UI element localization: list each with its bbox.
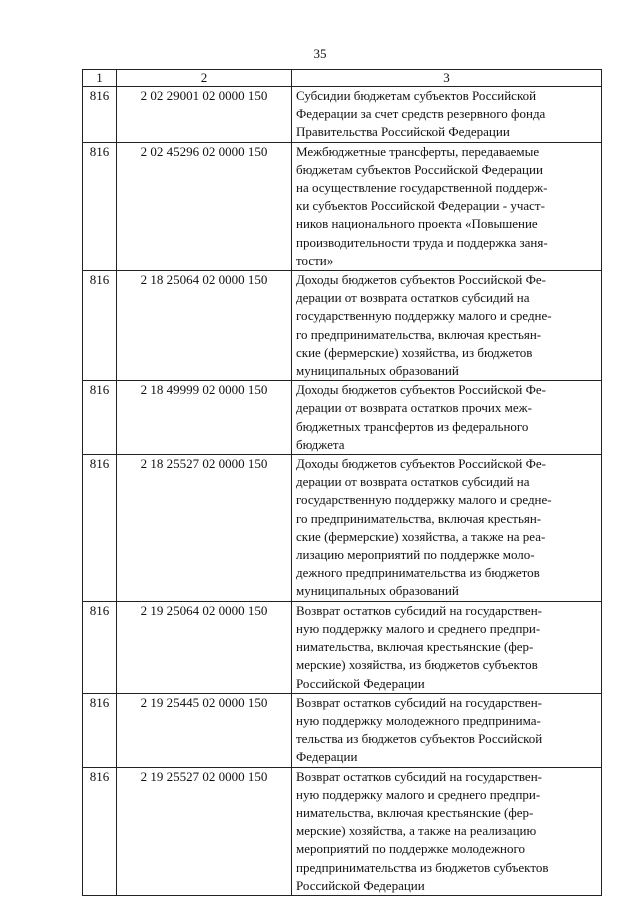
admin-code-cell: 816 [83,142,117,270]
table-row [83,767,602,895]
budget-code-cell: 2 19 25064 02 0000 150 [117,601,292,693]
budget-code-cell: 2 02 29001 02 0000 150 [117,87,292,143]
table-row [83,455,602,602]
admin-code-cell: 816 [83,271,117,381]
admin-code-cell: 816 [83,455,117,602]
budget-code-cell: 2 19 25445 02 0000 150 [117,693,292,767]
description-cell: Возврат остатков субсидий на государствен- ную поддержку малого и среднего предпри- нимательства, включая крестьянские (фер- мерские) хозяйства, а также на реализацию мероприятий по поддержке молодежного предпринимательства из бюджетов субъектов Российской Федерации [292,767,602,895]
revenue-codes-table [82,69,602,896]
table-row [83,693,602,767]
table-row [83,142,602,270]
admin-code-cell: 816 [83,767,117,895]
description-cell: Возврат остатков субсидий на государствен- ную поддержку малого и среднего предпри- нимательства, включая крестьянские (фер- мерские) хозяйства, из бюджетов субъектов Российской Федерации [292,601,602,693]
budget-code-cell: 2 18 25527 02 0000 150 [117,455,292,602]
table-row [83,381,602,455]
column-header-1: 1 [83,70,117,87]
table-row [83,271,602,381]
description-cell: Межбюджетные трансферты, передаваемые бюджетам субъектов Российской Федерации на осуществление государственной поддерж- ки субъектов Российской Федерации - участ- ников национального проекта «Повышение производительности труда и поддержка заня- тости» [292,142,602,270]
page-number: 35 [313,46,327,61]
table-row [83,87,602,143]
description-cell: Доходы бюджетов субъектов Российской Фе- дерации от возврата остатков субсидий на государственную поддержку малого и средне- го предпринимательства, включая крестьян- ские (фермерские) хозяйства, а также на реа- лизацию мероприятий по поддержке моло- дежного предпринимательства из бюджетов муниципальных образований [292,455,602,602]
budget-code-cell: 2 18 25064 02 0000 150 [117,271,292,381]
table-header-row [83,70,602,87]
admin-code-cell: 816 [83,87,117,143]
table-row [83,601,602,693]
budget-code-cell: 2 02 45296 02 0000 150 [117,142,292,270]
description-cell: Доходы бюджетов субъектов Российской Фе- дерации от возврата остатков прочих меж- бюджетных трансфертов из федерального бюджета [292,381,602,455]
description-cell: Субсидии бюджетам субъектов Российской Федерации за счет средств резервного фонда Правительства Российской Федерации [292,87,602,143]
column-header-2: 2 [117,70,292,87]
admin-code-cell: 816 [83,381,117,455]
admin-code-cell: 816 [83,601,117,693]
budget-code-cell: 2 19 25527 02 0000 150 [117,767,292,895]
admin-code-cell: 816 [83,693,117,767]
description-cell: Возврат остатков субсидий на государствен- ную поддержку молодежного предпринима- тельства из бюджетов субъектов Российской Федерации [292,693,602,767]
description-cell: Доходы бюджетов субъектов Российской Фе- дерации от возврата остатков субсидий на государственную поддержку малого и средне- го предпринимательства, включая крестьян- ские (фермерские) хозяйства, из бюджетов муниципальных образований [292,271,602,381]
column-header-3: 3 [292,70,602,87]
budget-code-cell: 2 18 49999 02 0000 150 [117,381,292,455]
